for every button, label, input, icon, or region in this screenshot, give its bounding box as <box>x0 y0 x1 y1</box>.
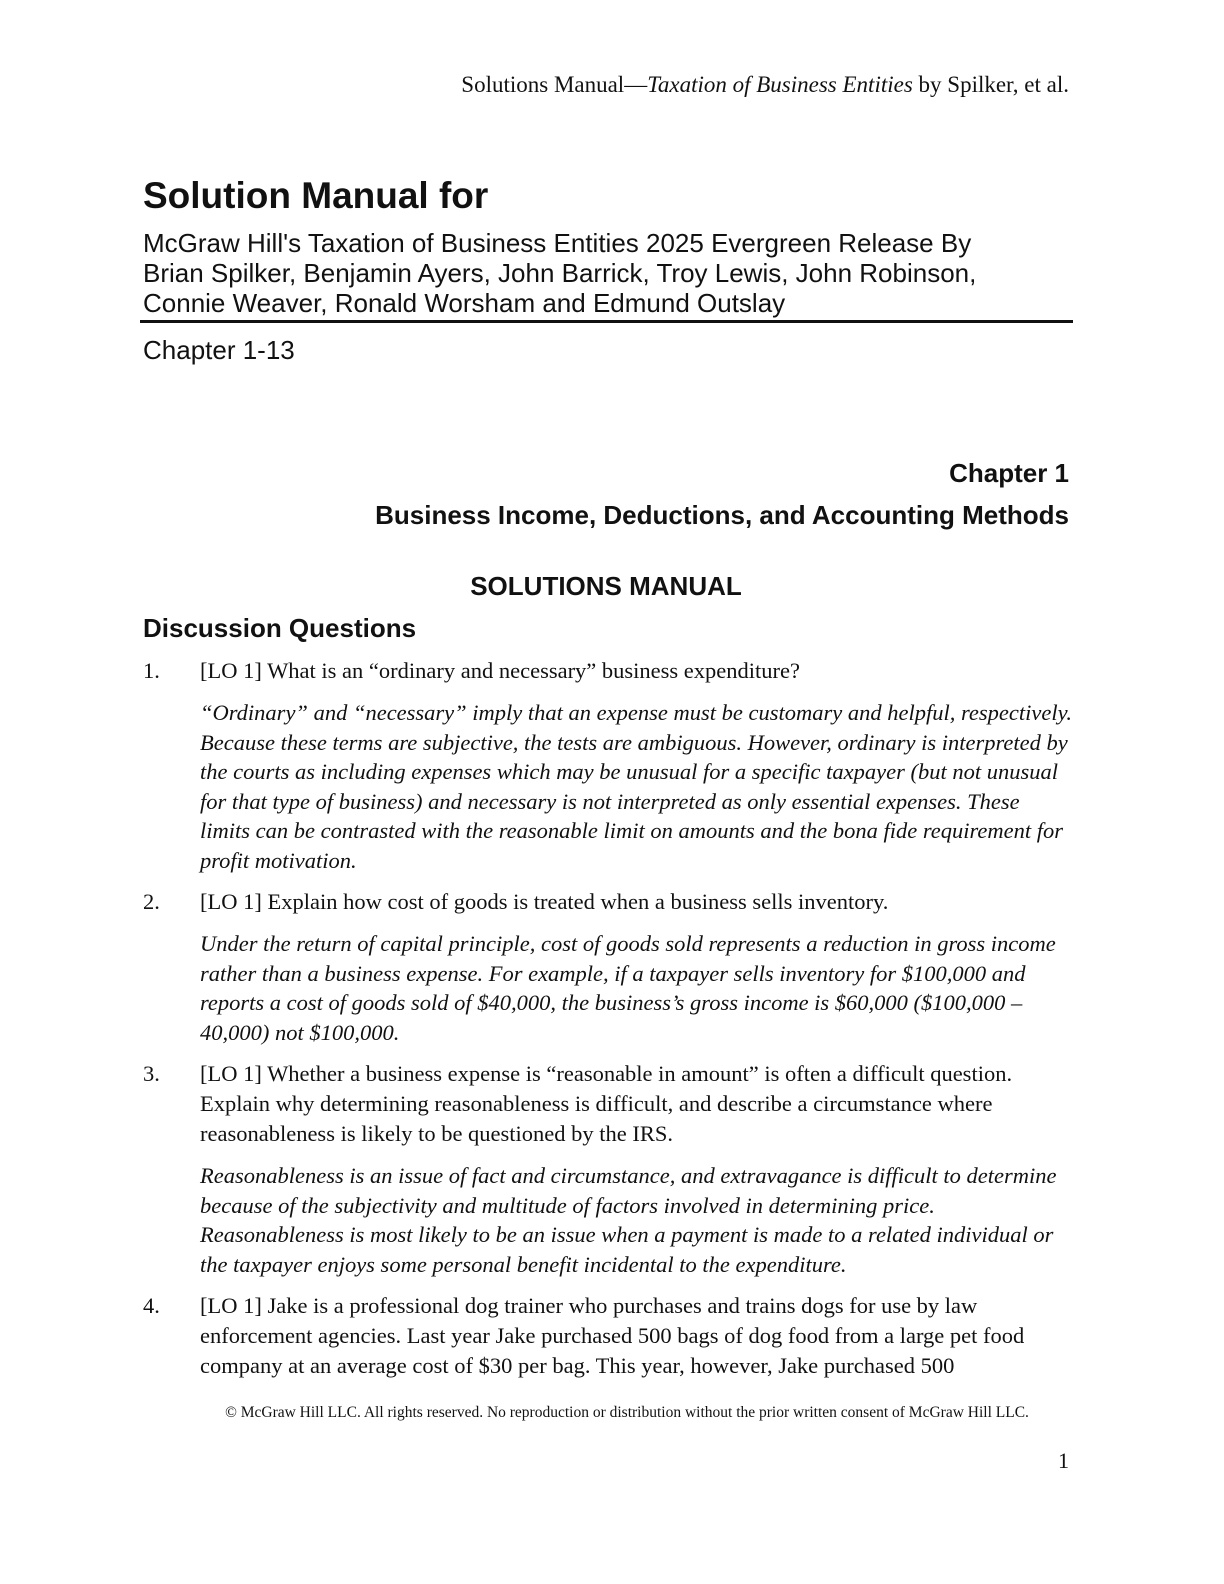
discussion-questions-heading: Discussion Questions <box>143 613 417 643</box>
subtitle-line: McGraw Hill's Taxation of Business Entities 2025 Evergreen Release By <box>143 228 972 258</box>
answer-text: Reasonableness is an issue of fact and circumstance, and extravagance is difficult to determine because of the subjectivity and multitude of factors involved in determining price. Reasonableness is most likely to be an issue when a payment is made to a related individual or the taxpayer enjoys some personal benefit incidental to the expenditure. <box>200 1163 1057 1277</box>
main-title: Solution Manual for <box>143 175 489 216</box>
chapter-range: Chapter 1-13 <box>143 335 295 365</box>
subtitle <box>143 228 1073 320</box>
question-item <box>143 887 1073 1047</box>
question-item <box>143 1291 1073 1381</box>
question-text: [LO 1] What is an “ordinary and necessary” business expenditure? <box>200 658 800 683</box>
question-item <box>143 656 1073 875</box>
question-text: [LO 1] Jake is a professional dog trainer who purchases and trains dogs for use by law enforcement agencies. Last year Jake purchased 500 bags of dog food from a large pet food company at an average cost of $30 per bag. This year, however, Jake purchased 500 <box>200 1293 1025 1378</box>
running-header-book-title: Taxation of Business Entities <box>647 72 913 97</box>
chapter-title: Business Income, Deductions, and Accounting Methods <box>375 500 1069 530</box>
question-number: 4. <box>143 1293 160 1318</box>
copyright-notice: © McGraw Hill LLC. All rights reserved. No reproduction or distribution without the prior written consent of McGraw Hill LLC. <box>225 1404 1029 1421</box>
question-number: 1. <box>143 658 160 683</box>
title-block <box>143 174 1073 320</box>
question-number: 2. <box>143 889 160 914</box>
running-header <box>461 72 1069 98</box>
question-text: [LO 1] Explain how cost of goods is treated when a business sells inventory. <box>200 889 889 914</box>
running-header-suffix: by Spilker, et al. <box>912 72 1069 97</box>
answer-text: Under the return of capital principle, cost of goods sold represents a reduction in gross income rather than a business expense. For example, if a taxpayer sells inventory for $100,000 and reports a cost of goods sold of $40,000, the business’s gross income is $60,000 ($100,000 – 40,000) not $100,000. <box>200 931 1056 1045</box>
subtitle-line: Brian Spilker, Benjamin Ayers, John Barrick, Troy Lewis, John Robinson, <box>143 258 977 288</box>
chapter-label: Chapter 1 <box>949 458 1069 488</box>
running-header-prefix: Solutions Manual— <box>461 72 648 97</box>
page-number: 1 <box>1058 1448 1069 1473</box>
question-text: [LO 1] Whether a business expense is “reasonable in amount” is often a difficult question. Explain why determining reasonableness is difficult, and describe a circumstance where reasonableness is likely to be questioned by the IRS. <box>200 1061 1013 1146</box>
subtitle-line: Connie Weaver, Ronald Worsham and Edmund Outslay <box>143 288 786 318</box>
question-number: 3. <box>143 1061 160 1086</box>
title-rule <box>140 320 1073 323</box>
question-item <box>143 1059 1073 1279</box>
answer-text: “Ordinary” and “necessary” imply that an expense must be customary and helpful, respectively. Because these terms are subjective, the tests are ambiguous. However, ordinary is interpreted by the courts as including expenses which may be unusual for a specific taxpayer (but not unusual for that type of business) and necessary is not interpreted as only essential expenses. These limits can be contrasted with the reasonable limit on amounts and the bona fide requirement for profit motivation. <box>200 700 1072 873</box>
question-list <box>143 656 1073 1381</box>
solutions-manual-heading: SOLUTIONS MANUAL <box>470 571 742 601</box>
